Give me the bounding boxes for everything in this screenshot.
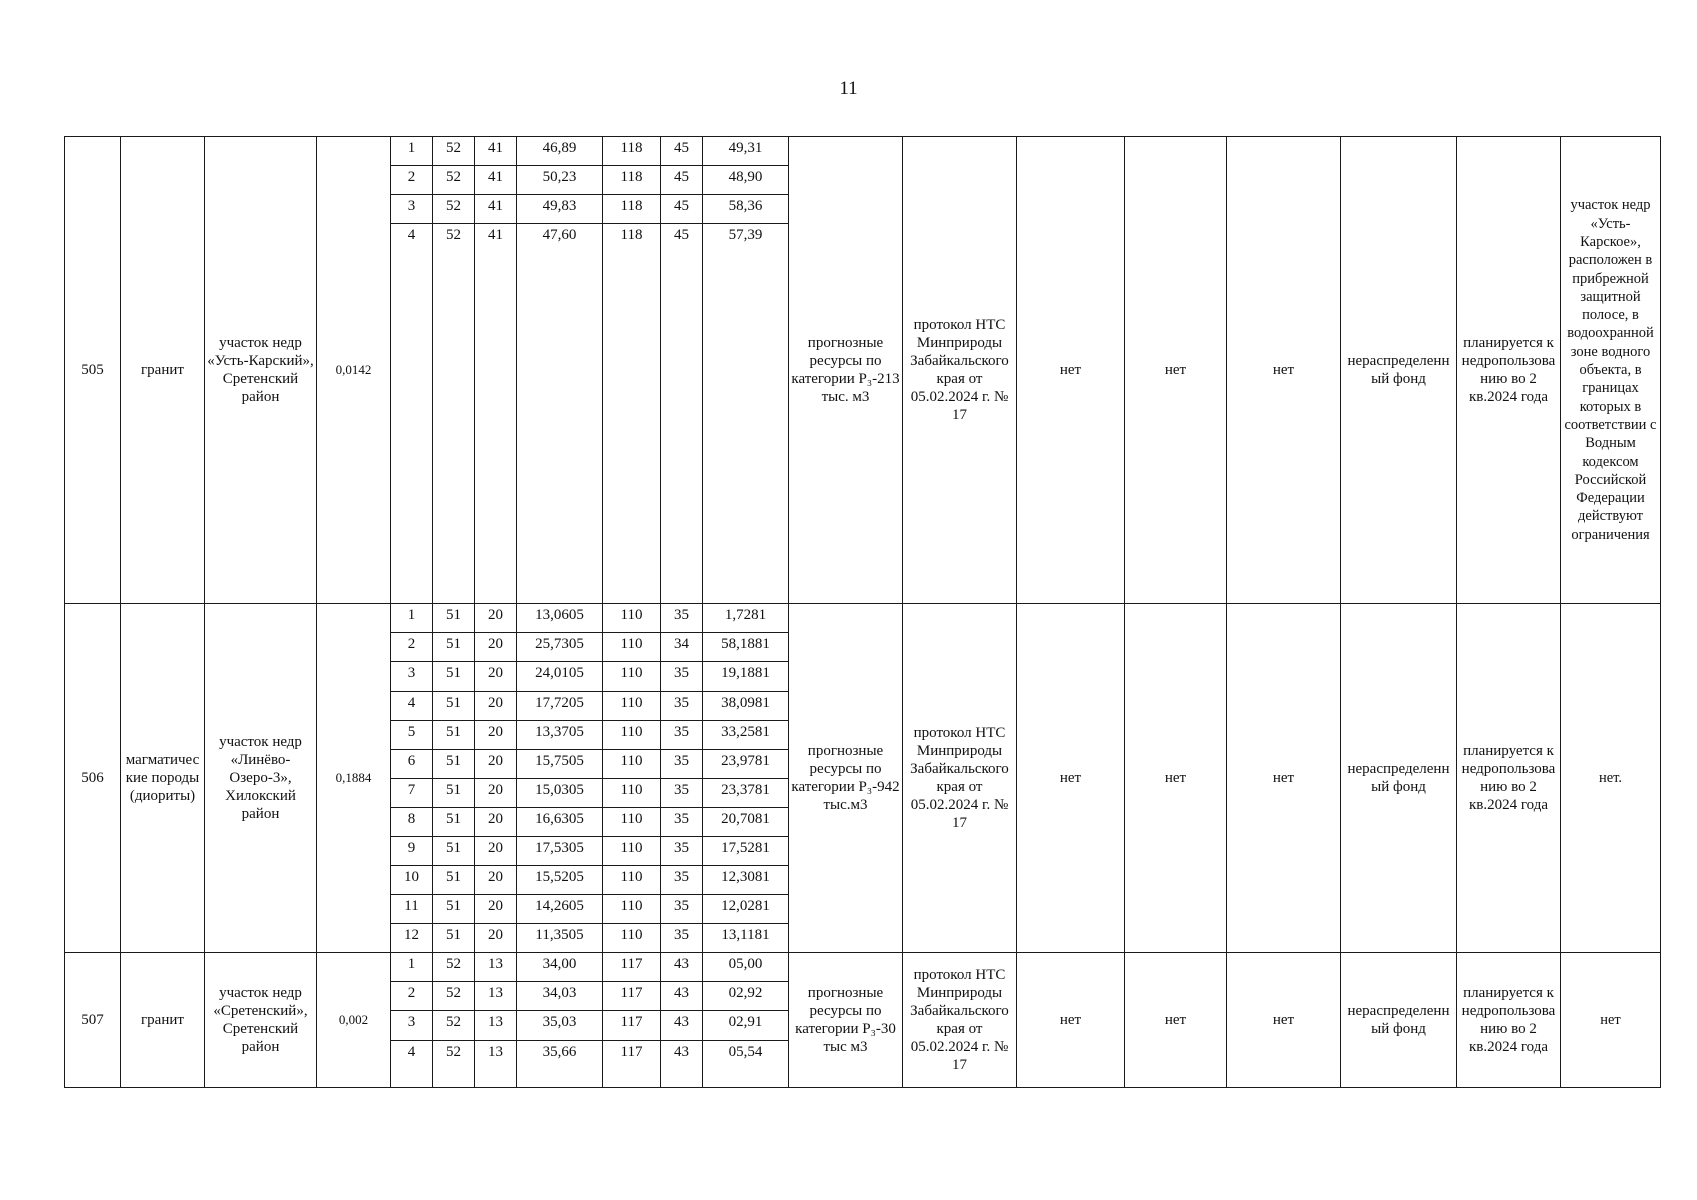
lon-minutes-cell: 35 xyxy=(661,778,703,807)
lon-degrees-cell: 110 xyxy=(603,662,661,691)
lon-seconds-cell: 05,00 xyxy=(703,953,789,982)
lat-minutes-cell: 20 xyxy=(475,749,517,778)
lon-degrees-cell: 110 xyxy=(603,924,661,953)
fund-cell: нераспределенный фонд xyxy=(1341,137,1457,604)
lon-seconds-cell: 58,1881 xyxy=(703,633,789,662)
fund-cell: нераспределенный фонд xyxy=(1341,604,1457,953)
lon-minutes-cell: 45 xyxy=(661,137,703,166)
lon-seconds-cell: 49,31 xyxy=(703,137,789,166)
lat-minutes-cell: 20 xyxy=(475,924,517,953)
lon-minutes-cell: 45 xyxy=(661,195,703,224)
table-row xyxy=(65,604,1661,633)
lat-seconds-cell: 25,7305 xyxy=(517,633,603,662)
license-status-cell: нет xyxy=(1017,604,1125,953)
lon-seconds-cell: 20,7081 xyxy=(703,807,789,836)
mineral-cell: гранит xyxy=(121,953,205,1088)
point-number-cell: 1 xyxy=(391,137,433,166)
lon-minutes-cell: 43 xyxy=(661,1040,703,1088)
lon-degrees-cell: 117 xyxy=(603,982,661,1011)
lat-minutes-cell: 13 xyxy=(475,1011,517,1040)
auction-status-cell: нет xyxy=(1125,604,1227,953)
lat-seconds-cell: 11,3505 xyxy=(517,924,603,953)
point-number-cell: 4 xyxy=(391,1040,433,1088)
table-row xyxy=(65,953,1661,982)
lon-degrees-cell: 118 xyxy=(603,137,661,166)
point-number-cell: 3 xyxy=(391,662,433,691)
lat-degrees-cell: 52 xyxy=(433,1040,475,1088)
lon-minutes-cell: 35 xyxy=(661,924,703,953)
point-number-cell: 2 xyxy=(391,982,433,1011)
lon-minutes-cell: 35 xyxy=(661,807,703,836)
lat-minutes-cell: 20 xyxy=(475,895,517,924)
lon-degrees-cell: 118 xyxy=(603,195,661,224)
lat-minutes-cell: 20 xyxy=(475,836,517,865)
lat-degrees-cell: 51 xyxy=(433,633,475,662)
license-status-cell: нет xyxy=(1017,953,1125,1088)
lon-seconds-cell: 1,7281 xyxy=(703,604,789,633)
site-name-cell: участок недр «Линёво-Озеро-3», Хилокский район xyxy=(205,604,317,953)
area-cell: 0,0142 xyxy=(317,137,391,604)
license-status-cell: нет xyxy=(1017,137,1125,604)
lat-minutes-cell: 41 xyxy=(475,224,517,604)
lon-minutes-cell: 35 xyxy=(661,836,703,865)
lon-seconds-cell: 23,9781 xyxy=(703,749,789,778)
lon-seconds-cell: 12,3081 xyxy=(703,866,789,895)
row-number-cell: 506 xyxy=(65,604,121,953)
site-name-cell: участок недр «Усть-Карский», Сретенский район xyxy=(205,137,317,604)
plan-cell: планируется к недропользованию во 2 кв.2024 года xyxy=(1457,953,1561,1088)
point-number-cell: 7 xyxy=(391,778,433,807)
protocol-cell: протокол НТС Минприроды Забайкальского края от 05.02.2024 г. № 17 xyxy=(903,953,1017,1088)
lon-degrees-cell: 110 xyxy=(603,720,661,749)
lon-degrees-cell: 110 xyxy=(603,807,661,836)
lat-degrees-cell: 52 xyxy=(433,1011,475,1040)
lat-seconds-cell: 46,89 xyxy=(517,137,603,166)
table-body xyxy=(65,137,1661,1088)
plan-cell: планируется к недропользованию во 2 кв.2024 года xyxy=(1457,604,1561,953)
lat-seconds-cell: 17,5305 xyxy=(517,836,603,865)
lat-degrees-cell: 52 xyxy=(433,137,475,166)
lat-degrees-cell: 51 xyxy=(433,720,475,749)
lat-degrees-cell: 52 xyxy=(433,224,475,604)
point-number-cell: 12 xyxy=(391,924,433,953)
lat-seconds-cell: 50,23 xyxy=(517,166,603,195)
lat-minutes-cell: 20 xyxy=(475,720,517,749)
point-number-cell: 8 xyxy=(391,807,433,836)
resources-cell: прогнозные ресурсы по категории Р₃-30 тыс м3 xyxy=(789,953,903,1088)
lon-minutes-cell: 43 xyxy=(661,982,703,1011)
lon-seconds-cell: 58,36 xyxy=(703,195,789,224)
lat-degrees-cell: 51 xyxy=(433,807,475,836)
lat-degrees-cell: 52 xyxy=(433,195,475,224)
point-number-cell: 2 xyxy=(391,633,433,662)
auction-status-cell: нет xyxy=(1125,953,1227,1088)
lat-minutes-cell: 20 xyxy=(475,807,517,836)
restriction-status-cell: нет xyxy=(1227,137,1341,604)
restriction-status-cell: нет xyxy=(1227,953,1341,1088)
lon-seconds-cell: 02,91 xyxy=(703,1011,789,1040)
lon-degrees-cell: 110 xyxy=(603,749,661,778)
lat-seconds-cell: 15,0305 xyxy=(517,778,603,807)
point-number-cell: 3 xyxy=(391,1011,433,1040)
lat-seconds-cell: 14,2605 xyxy=(517,895,603,924)
plan-cell: планируется к недропользованию во 2 кв.2024 года xyxy=(1457,137,1561,604)
row-number-cell: 505 xyxy=(65,137,121,604)
mineral-cell: магматические породы (диориты) xyxy=(121,604,205,953)
point-number-cell: 5 xyxy=(391,720,433,749)
lat-seconds-cell: 13,0605 xyxy=(517,604,603,633)
lon-minutes-cell: 35 xyxy=(661,604,703,633)
lon-degrees-cell: 110 xyxy=(603,633,661,662)
lon-degrees-cell: 118 xyxy=(603,224,661,604)
lat-seconds-cell: 34,03 xyxy=(517,982,603,1011)
lat-seconds-cell: 24,0105 xyxy=(517,662,603,691)
lat-minutes-cell: 41 xyxy=(475,166,517,195)
area-cell: 0,002 xyxy=(317,953,391,1088)
lat-minutes-cell: 13 xyxy=(475,953,517,982)
lon-degrees-cell: 110 xyxy=(603,604,661,633)
lat-minutes-cell: 41 xyxy=(475,137,517,166)
lat-minutes-cell: 20 xyxy=(475,778,517,807)
point-number-cell: 1 xyxy=(391,953,433,982)
lon-degrees-cell: 110 xyxy=(603,866,661,895)
lat-degrees-cell: 52 xyxy=(433,166,475,195)
point-number-cell: 9 xyxy=(391,836,433,865)
lon-degrees-cell: 110 xyxy=(603,836,661,865)
lon-degrees-cell: 117 xyxy=(603,1011,661,1040)
lon-seconds-cell: 12,0281 xyxy=(703,895,789,924)
lat-seconds-cell: 15,5205 xyxy=(517,866,603,895)
lat-minutes-cell: 13 xyxy=(475,982,517,1011)
lon-degrees-cell: 110 xyxy=(603,895,661,924)
page-number: 11 xyxy=(839,78,858,99)
lat-degrees-cell: 51 xyxy=(433,604,475,633)
lat-minutes-cell: 20 xyxy=(475,633,517,662)
protocol-cell: протокол НТС Минприроды Забайкальского края от 05.02.2024 г. № 17 xyxy=(903,137,1017,604)
lon-seconds-cell: 33,2581 xyxy=(703,720,789,749)
lat-seconds-cell: 34,00 xyxy=(517,953,603,982)
lat-degrees-cell: 52 xyxy=(433,982,475,1011)
point-number-cell: 6 xyxy=(391,749,433,778)
protocol-cell: протокол НТС Минприроды Забайкальского края от 05.02.2024 г. № 17 xyxy=(903,604,1017,953)
resources-cell: прогнозные ресурсы по категории Р₃-213 тыс. м3 xyxy=(789,137,903,604)
lon-seconds-cell: 57,39 xyxy=(703,224,789,604)
lon-seconds-cell: 19,1881 xyxy=(703,662,789,691)
lat-seconds-cell: 49,83 xyxy=(517,195,603,224)
resources-cell: прогнозные ресурсы по категории Р₃-942 тыс.м3 xyxy=(789,604,903,953)
lat-seconds-cell: 47,60 xyxy=(517,224,603,604)
point-number-cell: 11 xyxy=(391,895,433,924)
note-cell: участок недр «Усть-Карское», расположен в прибрежной защитной полосе, в водоохранной зоне водного объекта, в границах которых в соответствии с Водным кодексом Российской Федерации действуют ограничения xyxy=(1561,137,1661,604)
lat-degrees-cell: 51 xyxy=(433,866,475,895)
lon-degrees-cell: 110 xyxy=(603,691,661,720)
note-cell: нет. xyxy=(1561,604,1661,953)
lat-seconds-cell: 35,03 xyxy=(517,1011,603,1040)
lat-degrees-cell: 51 xyxy=(433,778,475,807)
lon-minutes-cell: 34 xyxy=(661,633,703,662)
lon-minutes-cell: 43 xyxy=(661,953,703,982)
point-number-cell: 4 xyxy=(391,691,433,720)
auction-status-cell: нет xyxy=(1125,137,1227,604)
lon-seconds-cell: 48,90 xyxy=(703,166,789,195)
lat-degrees-cell: 51 xyxy=(433,895,475,924)
point-number-cell: 10 xyxy=(391,866,433,895)
lat-seconds-cell: 15,7505 xyxy=(517,749,603,778)
lat-seconds-cell: 13,3705 xyxy=(517,720,603,749)
lat-degrees-cell: 51 xyxy=(433,924,475,953)
lon-seconds-cell: 17,5281 xyxy=(703,836,789,865)
point-number-cell: 1 xyxy=(391,604,433,633)
lon-minutes-cell: 35 xyxy=(661,662,703,691)
mineral-cell: гранит xyxy=(121,137,205,604)
lat-minutes-cell: 13 xyxy=(475,1040,517,1088)
lon-seconds-cell: 38,0981 xyxy=(703,691,789,720)
lat-degrees-cell: 51 xyxy=(433,691,475,720)
fund-cell: нераспределенный фонд xyxy=(1341,953,1457,1088)
lat-degrees-cell: 51 xyxy=(433,662,475,691)
note-cell: нет xyxy=(1561,953,1661,1088)
point-number-cell: 4 xyxy=(391,224,433,604)
table-row xyxy=(65,137,1661,166)
area-cell: 0,1884 xyxy=(317,604,391,953)
restriction-status-cell: нет xyxy=(1227,604,1341,953)
lat-seconds-cell: 35,66 xyxy=(517,1040,603,1088)
lon-minutes-cell: 35 xyxy=(661,691,703,720)
lon-degrees-cell: 117 xyxy=(603,1040,661,1088)
lat-minutes-cell: 20 xyxy=(475,604,517,633)
lat-seconds-cell: 16,6305 xyxy=(517,807,603,836)
lat-degrees-cell: 51 xyxy=(433,836,475,865)
point-number-cell: 3 xyxy=(391,195,433,224)
lon-minutes-cell: 35 xyxy=(661,720,703,749)
lat-minutes-cell: 20 xyxy=(475,691,517,720)
lon-seconds-cell: 02,92 xyxy=(703,982,789,1011)
lon-seconds-cell: 13,1181 xyxy=(703,924,789,953)
site-name-cell: участок недр «Сретенский», Сретенский район xyxy=(205,953,317,1088)
lon-minutes-cell: 35 xyxy=(661,749,703,778)
lon-degrees-cell: 110 xyxy=(603,778,661,807)
lon-seconds-cell: 23,3781 xyxy=(703,778,789,807)
lat-degrees-cell: 52 xyxy=(433,953,475,982)
lat-seconds-cell: 17,7205 xyxy=(517,691,603,720)
lat-minutes-cell: 20 xyxy=(475,866,517,895)
lon-degrees-cell: 117 xyxy=(603,953,661,982)
point-number-cell: 2 xyxy=(391,166,433,195)
lon-minutes-cell: 43 xyxy=(661,1011,703,1040)
lon-minutes-cell: 35 xyxy=(661,895,703,924)
row-number-cell: 507 xyxy=(65,953,121,1088)
lon-seconds-cell: 05,54 xyxy=(703,1040,789,1088)
lat-minutes-cell: 41 xyxy=(475,195,517,224)
lat-minutes-cell: 20 xyxy=(475,662,517,691)
subsoil-registry-table xyxy=(64,136,1661,1088)
lon-minutes-cell: 45 xyxy=(661,166,703,195)
lon-degrees-cell: 118 xyxy=(603,166,661,195)
lon-minutes-cell: 45 xyxy=(661,224,703,604)
lon-minutes-cell: 35 xyxy=(661,866,703,895)
lat-degrees-cell: 51 xyxy=(433,749,475,778)
